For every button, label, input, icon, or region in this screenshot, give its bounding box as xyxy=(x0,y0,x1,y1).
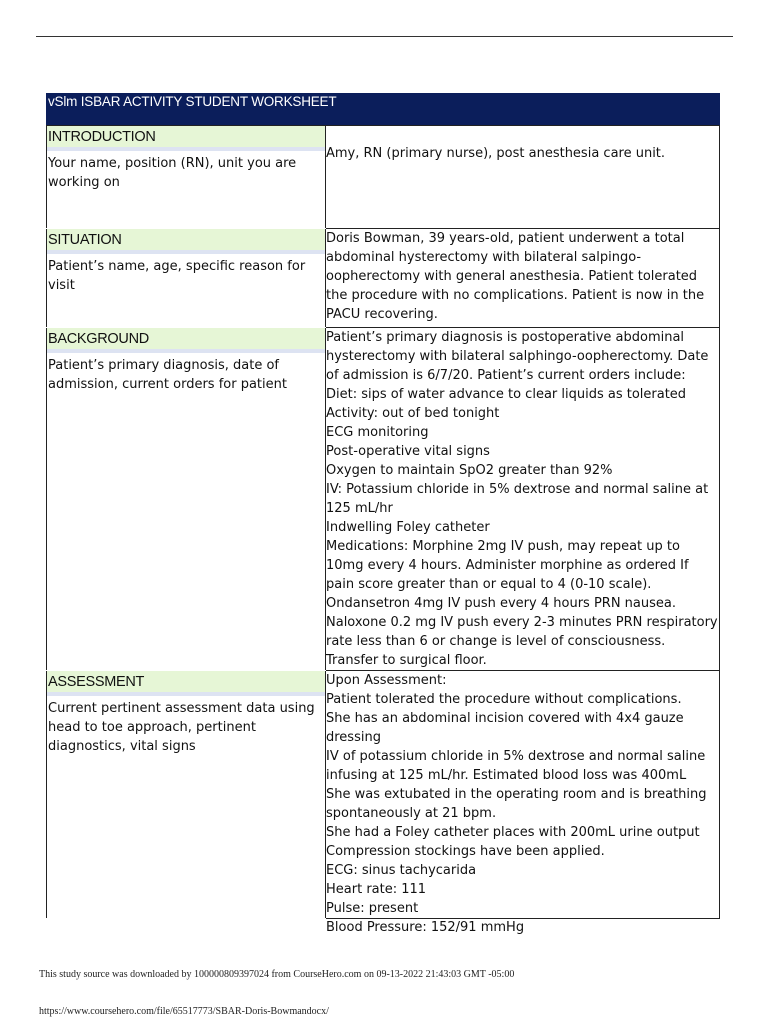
response-line: Indwelling Foley catheter xyxy=(326,520,490,535)
introduction-label-cell xyxy=(46,125,326,228)
response-line: Activity: out of bed tonight xyxy=(326,406,500,421)
response-line: Compression stockings have been applied. xyxy=(326,844,605,859)
introduction-response xyxy=(326,126,719,163)
response-line: Oxygen to maintain SpO2 greater than 92% xyxy=(326,463,613,478)
response-line: Diet: sips of water advance to clear liquids as tolerated xyxy=(326,387,687,402)
assessment-prompt: Current pertinent assessment data using head to toe approach, pertinent diagnostics, vital signs xyxy=(48,701,315,754)
background-heading: BACKGROUND xyxy=(47,328,325,353)
background-response xyxy=(326,328,722,670)
situation-heading: SITUATION xyxy=(47,229,325,254)
response-line: Blood Pressure: 152/91 mmHg xyxy=(326,920,525,935)
background-label-cell xyxy=(46,328,326,670)
situation-prompt: Patient’s name, age, specific reason for visit xyxy=(48,259,306,293)
situation-response xyxy=(326,229,719,324)
situation-response-cell xyxy=(326,229,720,328)
download-note: This study source was downloaded by 100000809397024 from CourseHero.com on 09-13-2022 21:43:03 GMT -05:00 xyxy=(39,969,515,980)
response-line: Pulse: present xyxy=(326,901,419,916)
response-line: She had a Foley catheter places with 200mL urine output xyxy=(326,825,700,840)
source-url[interactable]: https://www.coursehero.com/file/65517773/SBAR-Doris-Bowmandocx/ xyxy=(39,1006,329,1017)
response-line: Medications: Morphine 2mg IV push, may repeat up to 10mg every 4 hours. Administer morphine as ordered If pain score greater than or equal to 4 (0-10 scale). Ondansetron 4mg IV push every 4 hours PRN nausea. Naloxone 0.2 mg IV push every 2-3 minutes PRN respiratory rate less than 6 or change is level of consciousness. xyxy=(326,539,722,649)
assessment-response xyxy=(326,671,719,937)
background-response-cell xyxy=(326,328,720,671)
introduction-prompt: Your name, position (RN), unit you are working on xyxy=(48,156,297,190)
assessment-heading: ASSESSMENT xyxy=(47,671,325,696)
background-prompt: Patient’s primary diagnosis, date of admission, current orders for patient xyxy=(48,358,287,392)
response-line: She has an abdominal incision covered with 4x4 gauze dressing xyxy=(326,711,688,745)
response-line: IV of potassium chloride in 5% dextrose and normal saline infusing at 125 mL/hr. Estimated blood loss was 400mL xyxy=(326,749,710,783)
response-line: ECG monitoring xyxy=(326,425,429,440)
response-line: Transfer to surgical floor. xyxy=(326,653,487,668)
isbar-table xyxy=(46,125,722,935)
response-line: Post-operative vital signs xyxy=(326,444,490,459)
response-line: Patient’s primary diagnosis is postoperative abdominal hysterectomy with bilateral salphingo-oopherectomy. Date of admission is 6/7/20. Patient’s current orders include: xyxy=(326,330,713,383)
response-line: ECG: sinus tachycarida xyxy=(326,863,477,878)
assessment-response-cell xyxy=(326,671,720,935)
response-line: Doris Bowman, 39 years-old, patient underwent a total abdominal hysterectomy with bilateral salpingo-oopherectomy with general anesthesia. Patient tolerated the procedure with no complications. Patient is now in the PACU recovering. xyxy=(326,231,709,322)
response-line: Patient tolerated the procedure without complications. xyxy=(326,692,682,707)
response-line: She was extubated in the operating room and is breathing spontaneously at 21 bpm. xyxy=(326,787,711,821)
response-line: Upon Assessment: xyxy=(326,673,447,688)
introduction-response-cell xyxy=(326,125,720,229)
introduction-heading: INTRODUCTION xyxy=(47,126,325,151)
assessment-label-cell xyxy=(46,671,326,918)
response-line: Amy, RN (primary nurse), post anesthesia care unit. xyxy=(326,146,666,161)
response-line: IV: Potassium chloride in 5% dextrose and normal saline at 125 mL/hr xyxy=(326,482,713,516)
situation-label-cell xyxy=(46,229,326,327)
top-rule xyxy=(36,36,733,37)
response-line: Heart rate: 111 xyxy=(326,882,427,897)
worksheet-title: vSlm ISBAR ACTIVITY STUDENT WORKSHEET xyxy=(46,93,720,125)
